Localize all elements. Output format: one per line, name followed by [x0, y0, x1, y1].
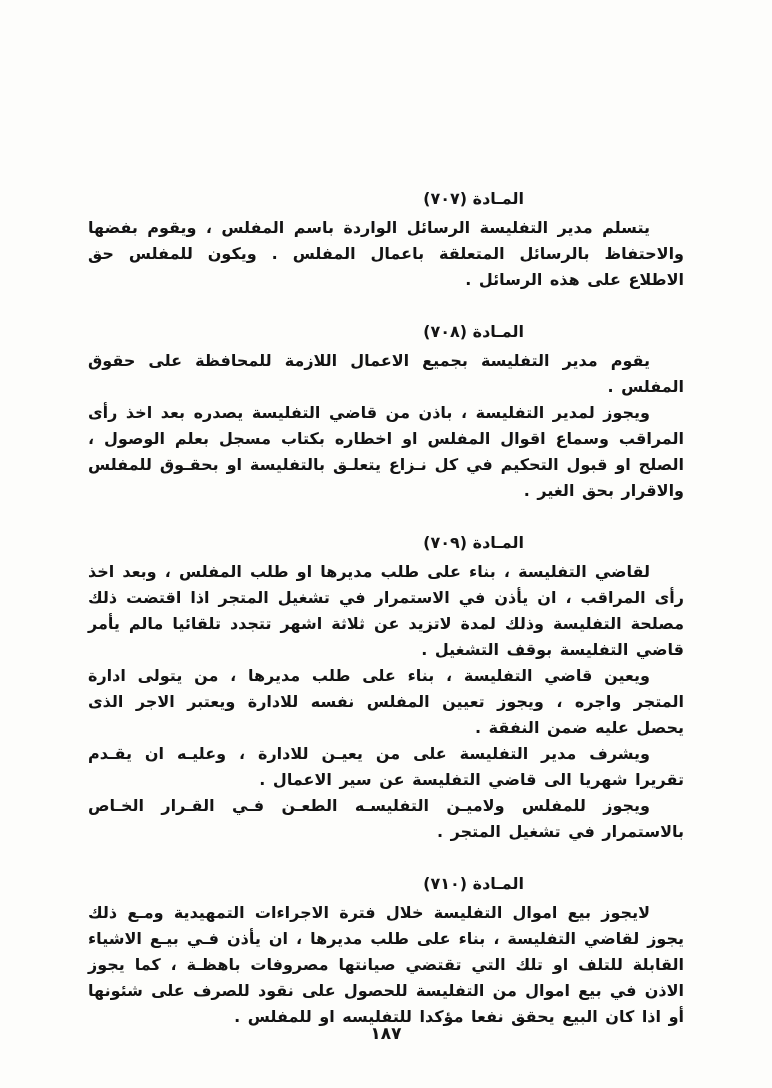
- article-709-heading: المـادة (٧٠٩): [423, 533, 524, 552]
- article-709-paragraph-3: ويشرف مدير التفليسة على من يعيـن للادارة ، وعليـه ان يقـدم تقريرا شهريا الى قاضي التفليسة عن سير الاعمال .: [88, 744, 684, 789]
- article-709-paragraph-4: ويجوز للمفلس ولاميـن التفليسـه الطعـن فـي القـرار الخـاص بالاستمرار في تشغيل المتجر .: [88, 796, 684, 841]
- article-709-paragraph-2: ويعين قاضي التفليسة ، بناء على طلب مديرها ، من يتولى ادارة المتجر واجره ، ويجوز تعيين المفلس نفسه للادارة ويعتبر الاجر الذى يحصل عليه ضمن النفقة .: [88, 666, 684, 737]
- article-709-paragraph-1: لقاضي التفليسة ، بناء على طلب مديرها او طلب المفلس ، وبعد اخذ رأى المراقب ، ان يأذن في الاستمرار في تشغيل المتجر اذا اقتضت ذلك مصلحة التفليسة وذلك لمدة لاتزيد عن ثلاثة اشهر تتجدد تلقائيا مالم يأمر قاضي التفليسة بوقف التشغيل .: [88, 562, 684, 659]
- article-709: [88, 530, 684, 845]
- article-707-paragraph-1: يتسلم مدير التفليسة الرسائل الواردة باسم المفلس ، ويقوم بفضها والاحتفاظ بالرسائل المتعلقة باعمال المفلس . ويكون للمفلس حق الاطلاع على هذه الرسائل .: [88, 218, 684, 289]
- article-708-heading: المـادة (٧٠٨): [423, 322, 524, 341]
- article-708-paragraph-2: ويجوز لمدير التفليسة ، باذن من قاضي التفليسة يصدره بعد اخذ رأى المراقب وسماع اقوال المفلس او اخطاره بكتاب مسجل بعلم الوصول ، الصلح او قبول التحكيم في كل نـزاع يتعلـق بالتفليسة او بحقـوق للمفلس والاقرار بحق الغير .: [88, 403, 684, 500]
- article-707: [88, 186, 684, 293]
- article-710-paragraph-1: لايجوز بيع اموال التفليسة خلال فترة الاجراءات التمهيدية ومـع ذلك يجوز لقاضي التفليسة ، بناء على طلب مديرها ، ان يأذن فـي بيـع الاشياء القابلة للتلف او تلك التي تقتضي صيانتها مصروفات باهظـة ، كما يجوز الاذن في بيع اموال من التفليسة للحصول على نقود للصرف على شئونها أو اذا كان البيع يحقق نفعا مؤكدا للتفليسه او للمفلس .: [88, 903, 684, 1026]
- page-number: ١٨٧: [370, 1024, 402, 1044]
- article-708-paragraph-1: يقوم مدير التفليسة بجميع الاعمال اللازمة للمحافظة على حقوق المفلس .: [88, 351, 684, 396]
- article-710: [88, 871, 684, 1030]
- article-707-heading: المـادة (٧٠٧): [423, 189, 524, 208]
- articles-container: [88, 186, 684, 1036]
- article-708: [88, 319, 684, 504]
- article-710-heading: المـادة (٧١٠): [423, 874, 524, 893]
